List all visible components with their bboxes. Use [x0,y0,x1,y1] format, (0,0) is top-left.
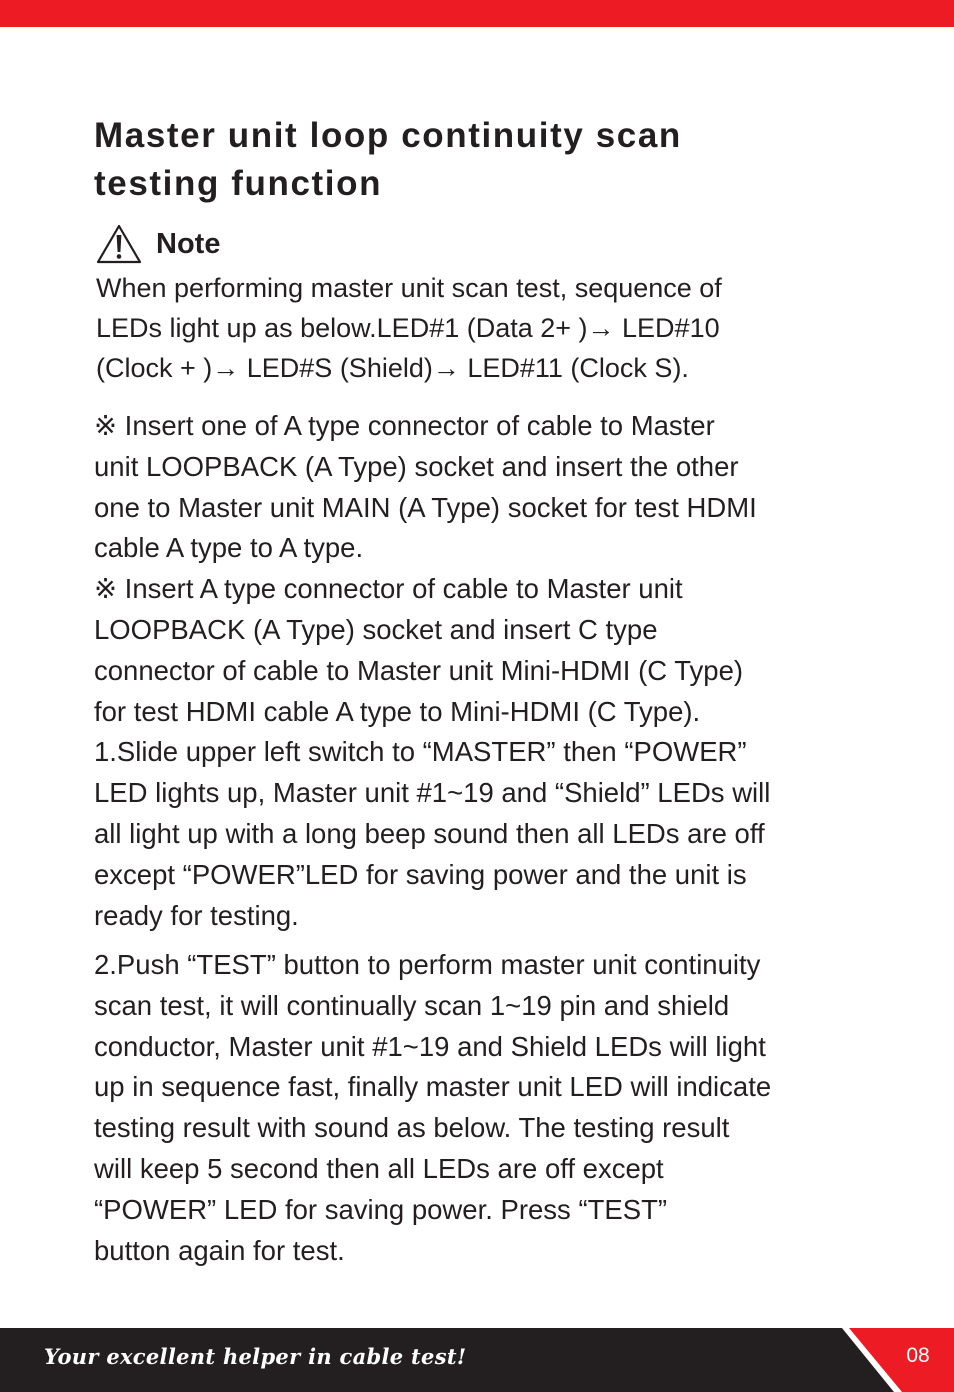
body-line: ※ Insert one of A type connector of cable to Master [94,410,715,441]
note-text [96,268,856,388]
note-line: LEDs light up as below.LED#1 (Data 2+ )→ LED#10 [96,313,720,343]
note-line: When performing master unit scan test, sequence of [96,273,722,303]
body-line: testing result with sound as below. The testing result [94,1112,730,1144]
warning-triangle-icon [96,224,142,264]
body-line: “POWER” LED for saving power. Press “TEST” [94,1193,668,1225]
body-line: scan test, it will continually scan 1~19 pin and shield [94,989,730,1021]
body-line: cable A type to A type. [94,532,364,564]
page-title [94,112,854,208]
instructions-block-2 [94,945,862,1271]
body-line: will keep 5 second then all LEDs are off except [94,1152,664,1184]
body-line: 1.Slide upper left switch to “MASTER” then “POWER” [94,736,747,768]
body-line: button again for test. [94,1234,345,1266]
body-line: ※ Insert A type connector of cable to Master unit [94,573,683,605]
body-line: connector of cable to Master unit Mini-HDMI (C Type) [94,654,744,686]
body-line: except “POWER”LED for saving power and the unit is [94,858,747,890]
body-line: 2.Push “TEST” button to perform master unit continuity [94,949,761,980]
body-line: conductor, Master unit #1~19 and Shield LEDs will light [94,1030,766,1062]
body-line: ready for testing. [94,899,299,931]
note-header [96,224,220,264]
body-line: LOOPBACK (A Type) socket and insert C type [94,613,658,645]
title-line-2: testing function [94,164,383,203]
footer-tagline: Your excellent helper in cable test! [44,1344,467,1369]
body-line: one to Master unit MAIN (A Type) socket for test HDMI [94,491,757,523]
body-line: up in sequence fast, finally master unit LED will indicate [94,1071,772,1103]
title-line-1: Master unit loop continuity scan [94,116,682,155]
instructions-block-1 [94,406,862,936]
page-number: 08 [906,1344,930,1367]
body-line: LED lights up, Master unit #1~19 and “Shield” LEDs will [94,777,771,809]
body-line: unit LOOPBACK (A Type) socket and insert the other [94,450,739,482]
top-accent-bar [0,0,954,27]
note-line: (Clock + )→ LED#S (Shield)→ LED#11 (Clock S). [96,353,689,383]
note-label: Note [156,227,221,260]
body-line: all light up with a long beep sound then all LEDs are off [94,817,765,849]
body-line: for test HDMI cable A type to Mini-HDMI (C Type). [94,695,701,727]
